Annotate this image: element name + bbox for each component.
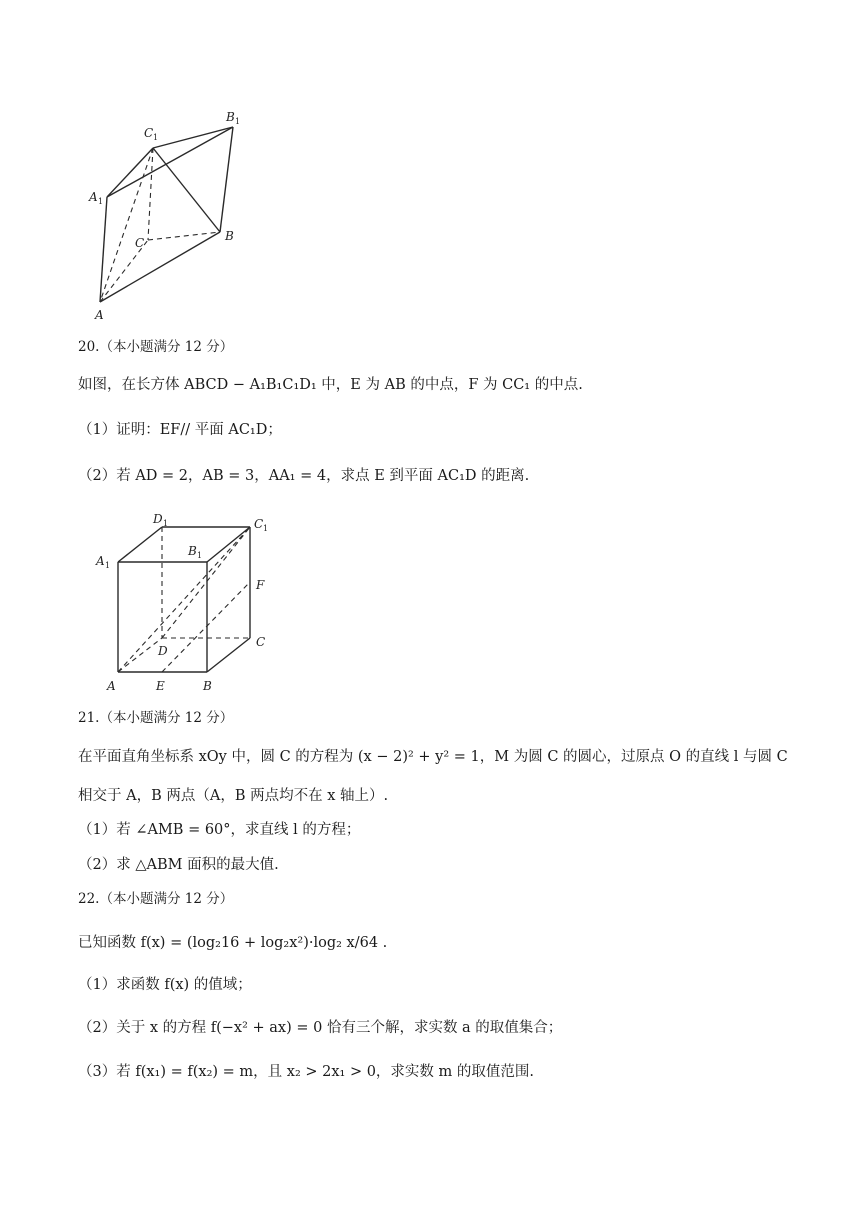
label-A: A bbox=[107, 679, 116, 693]
problem22-part2: （2）关于 x 的方程 f(−x² + ax) = 0 恰有三个解，求实数 a 的取值集合； bbox=[78, 1020, 563, 1036]
label-C: C bbox=[135, 236, 145, 250]
problem20-header: 20.（本小题满分 12 分） bbox=[78, 339, 234, 355]
label-B1: B bbox=[188, 544, 197, 558]
edge-A-D bbox=[118, 638, 162, 672]
problem21-header: 21.（本小题满分 12 分） bbox=[78, 710, 234, 726]
problem21-part2: （2）求 △ABM 面积的最大值. bbox=[78, 857, 279, 873]
label-F: F bbox=[256, 578, 265, 592]
edge-B1-C1 bbox=[207, 527, 250, 562]
label-C1: C bbox=[144, 126, 154, 140]
problem20-stem: 如图，在长方体 ABCD − A₁B₁C₁D₁ 中，E 为 AB 的中点，F 为 CC₁ 的中点. bbox=[78, 377, 583, 393]
prism-figure bbox=[80, 105, 260, 325]
label-E: E bbox=[156, 679, 165, 693]
edge-D-C1 bbox=[162, 527, 250, 638]
label-A1-sub: 1 bbox=[105, 561, 111, 570]
label-B1-sub: 1 bbox=[197, 551, 203, 560]
label-B1: B bbox=[226, 110, 235, 124]
label-C1-sub: 1 bbox=[153, 133, 159, 142]
problem22-header: 22.（本小题满分 12 分） bbox=[78, 891, 234, 907]
label-D1: D bbox=[153, 512, 163, 526]
problem21-part1: （1）若 ∠AMB = 60°，求直线 l 的方程； bbox=[78, 822, 361, 838]
edge-A1-C1 bbox=[107, 148, 153, 197]
edge-C1-C bbox=[148, 148, 153, 240]
label-B: B bbox=[225, 229, 234, 243]
cuboid-figure bbox=[90, 505, 290, 700]
edge-A1-D1 bbox=[118, 527, 162, 562]
label-A: A bbox=[95, 308, 104, 322]
edge-C1-A bbox=[100, 148, 153, 302]
label-C1: C bbox=[254, 517, 264, 531]
problem21-stem-line2: 相交于 A，B 两点（A，B 两点均不在 x 轴上）. bbox=[78, 788, 389, 804]
edge-A1-B1 bbox=[107, 127, 233, 197]
problem20-part1: （1）证明：EF// 平面 AC₁D； bbox=[78, 422, 282, 438]
label-B1-sub: 1 bbox=[235, 117, 241, 126]
problem22-stem: 已知函数 f(x) = (log₂16 + log₂x²)·log₂ x/64 . bbox=[78, 935, 388, 951]
label-C: C bbox=[256, 635, 266, 649]
label-A1: A bbox=[96, 554, 105, 568]
label-D1-sub: 1 bbox=[163, 519, 169, 528]
label-A1-sub: 1 bbox=[98, 197, 104, 206]
problem20-part2: （2）若 AD = 2，AB = 3，AA₁ = 4，求点 E 到平面 AC₁D 的距离. bbox=[78, 468, 530, 484]
edge-E-F bbox=[162, 582, 250, 672]
label-A1: A bbox=[89, 190, 98, 204]
label-B: B bbox=[203, 679, 212, 693]
problem21-stem-line1: 在平面直角坐标系 xOy 中，圆 C 的方程为 (x − 2)² + y² = 1，M 为圆 C 的圆心，过原点 O 的直线 l 与圆 C bbox=[78, 749, 788, 765]
edge-C1-B bbox=[153, 148, 220, 232]
edge-B-C bbox=[207, 638, 250, 672]
edge-A-B bbox=[100, 232, 220, 302]
problem22-part1: （1）求函数 f(x) 的值域； bbox=[78, 977, 252, 993]
label-D: D bbox=[158, 644, 168, 658]
edge-C1-B1 bbox=[153, 127, 233, 148]
problem22-part3: （3）若 f(x₁) = f(x₂) = m，且 x₂ > 2x₁ > 0，求实数 m 的取值范围. bbox=[78, 1064, 535, 1080]
label-C1-sub: 1 bbox=[263, 524, 269, 533]
edge-B1-B bbox=[220, 127, 233, 232]
